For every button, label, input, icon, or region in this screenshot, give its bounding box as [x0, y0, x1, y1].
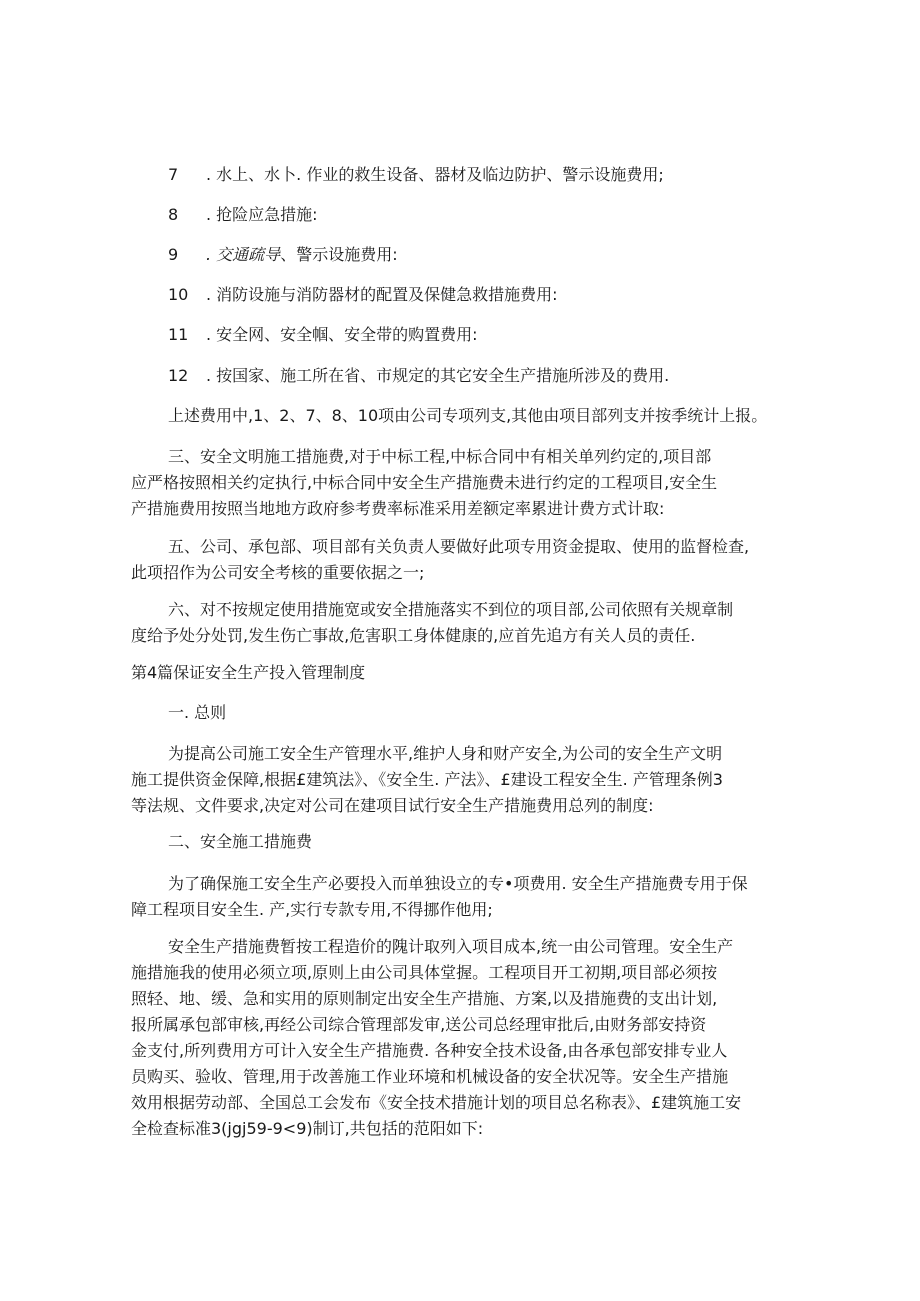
section-six-paragraph — [131, 597, 791, 649]
paragraph-line: 此项招作为公司安全考核的重要依据之一; — [131, 563, 425, 582]
list-item-text: . 按国家、施工所在省、市规定的其它安全生产措施所涉及的费用. — [206, 366, 670, 385]
paragraph-line: 报所属承包部审核,再经公司综合管理部发审,送公司总经理审批后,由财务部安持资 — [131, 1015, 707, 1034]
paragraph-line: 度给予处分处罚,发生伤亡事故,危害职工身体健康的,应首先追方有关人员的责任. — [131, 626, 696, 645]
paragraph-line: 施措施我的使用必须立项,原则上由公司具体堂握。工程项目开工初期,项目部必须按 — [131, 963, 718, 982]
paragraph-line: 三、安全文明施工措施费,对于中标工程,中标合同中有相关单列约定的,项目部 — [168, 447, 712, 466]
general-section-title: 一. 总则 — [168, 703, 227, 722]
list-item — [168, 285, 558, 305]
list-item-text: . 抢险应急措施: — [206, 205, 318, 224]
list-item — [168, 205, 318, 225]
paragraph-line: 安全生产措施费暂按工程造价的隗计取列入项目成本,统一由公司管理。安全生产 — [168, 937, 734, 956]
paragraph-line: 全检查标准3(jgj59-9<9)制订,共包括的范阳如下: — [131, 1119, 484, 1138]
paragraph-line: 为提高公司施工安全生产管理水平,维护人身和财产安全,为公司的安全生产文明 — [168, 744, 723, 763]
list-item — [168, 165, 664, 185]
paragraph-line: 金支付,所列费用方可计入安全生产措施费. 各种安全技术设备,由各承包部安排专业人 — [131, 1041, 728, 1060]
list-item-text: . 安全网、安全帼、安全带的购置费用: — [206, 325, 478, 344]
list-item-number: 9 — [168, 245, 179, 264]
measures-section-title: 二、安全施工措施费 — [168, 832, 313, 851]
paragraph-line: 障工程项目安全生. 产,实行专款专用,不得挪作他用; — [131, 900, 493, 919]
paragraph-line: 六、对不按规定使用措施宽或安全措施落实不到位的项目部,公司依照有关规章制 — [168, 600, 734, 619]
list-item-number: 12 — [168, 366, 189, 385]
list-item-number: 10 — [168, 285, 189, 304]
list-item-number: 11 — [168, 325, 189, 344]
summary-text: 上述费用中,1、2、7、8、10项由公司专项列支,其他由项目部列支并按季统计上报。 — [168, 406, 768, 425]
list-item-number: 8 — [168, 205, 179, 224]
paragraph-line: 为了确保施工安全生产必要投入而单独设立的专•项费用. 安全生产措施费专用于保 — [168, 874, 748, 893]
list-item-text: . 消防设施与消防器材的配置及保健急救措施费用: — [206, 285, 558, 304]
paragraph-line: 应严格按照相关约定执行,中标合同中安全生产措施费未进行约定的工程项目,安全生 — [131, 473, 718, 492]
paragraph-line: 等法规、文件要求,决定对公司在建项目试行安全生产措施费用总列的制度: — [131, 796, 654, 815]
measures-paragraph-two — [131, 934, 791, 1142]
paragraph-line: 施工提供资金保障,根据£建筑法》、《安全生. 产法》、£建设工程安全生. 产管理条例3 — [131, 770, 723, 789]
list-item-number: 7 — [168, 165, 179, 184]
paragraph-line: 五、公司、承包部、项目部有关负责人要做好此项专用资金提取、使用的监督检查, — [168, 537, 750, 556]
list-item — [168, 325, 478, 345]
section-three-paragraph — [131, 444, 791, 522]
list-item — [168, 245, 398, 265]
list-item — [168, 366, 669, 386]
measures-paragraph-one — [131, 871, 791, 923]
list-item-text-italic: . 交通疏导 — [206, 245, 281, 264]
general-paragraph — [131, 741, 791, 819]
paragraph-line: 员购买、验收、管理,用于改善施工作业环境和机械设备的安全状况等。安全生产措施 — [131, 1067, 729, 1086]
paragraph-line: 照轻、地、缓、急和实用的原则制定出安全生产措施、方案,以及措施费的支出计划, — [131, 989, 718, 1008]
section-five-paragraph — [131, 534, 791, 586]
list-item-text: 、警示设施费用: — [280, 245, 398, 264]
chapter-title: 第4篇保证安全生产投入管理制度 — [131, 663, 366, 682]
paragraph-line: 效用根据劳动部、全国总工会发布《安全技术措施计划的项目总名称表》、£建筑施工安 — [131, 1093, 742, 1112]
list-item-text: . 水上、水卜. 作业的救生设备、器材及临边防护、警示设施费用; — [206, 165, 664, 184]
paragraph-line: 产措施费用按照当地地方政府参考费率标准采用差额定率累进计费方式计取: — [131, 499, 665, 518]
